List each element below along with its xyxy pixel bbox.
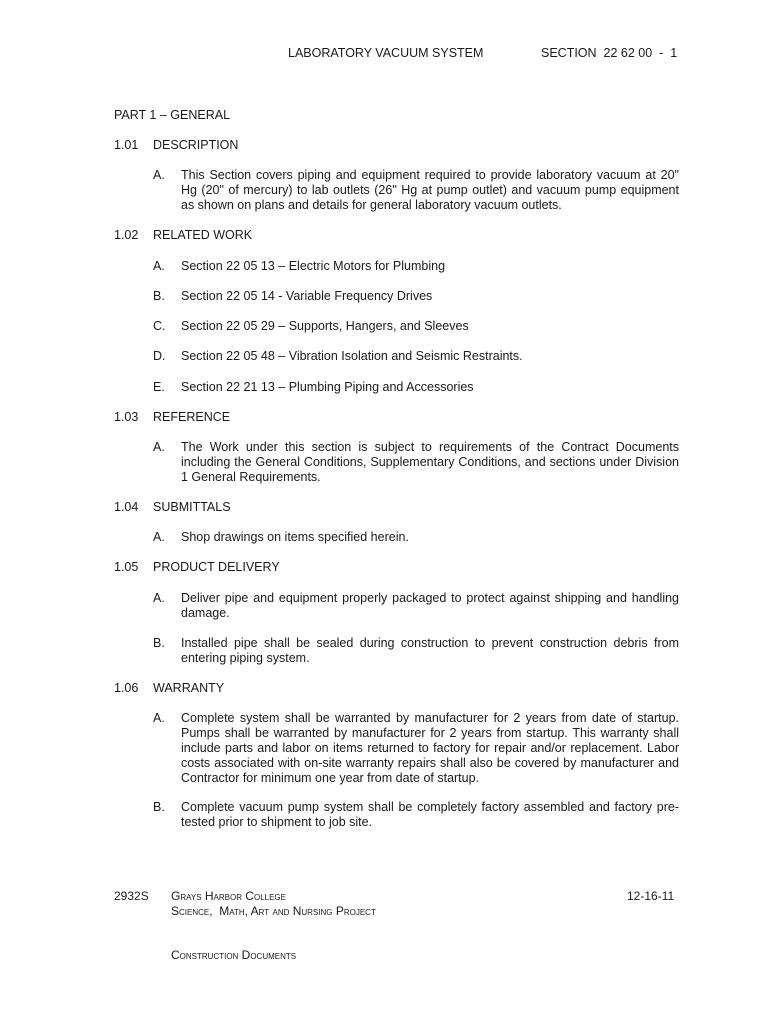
footer-project-code: 2932S (114, 889, 149, 903)
item-text: Section 22 05 13 – Electric Motors for Plumbing (181, 259, 446, 273)
item-text: Section 22 05 29 – Supports, Hangers, and Sleeves (181, 319, 469, 333)
item-text: The Work under this section is subject to requirements of the Contract Documents including the General Conditions, Supplementary Conditions, and sections under Division 1 General Requirements. (181, 440, 679, 484)
item-letter: A. (153, 711, 165, 725)
section-title: SUBMITTALS (153, 500, 231, 514)
item-text: Section 22 05 48 – Vibration Isolation and Seismic Restraints. (181, 349, 523, 363)
section-title: REFERENCE (153, 410, 231, 424)
item-letter: A. (153, 591, 165, 605)
item-letter: A. (153, 259, 165, 273)
item-text: Shop drawings on items specified herein. (181, 530, 409, 544)
item-letter: C. (153, 319, 166, 333)
item-text: Deliver pipe and equipment properly packaged to protect against shipping and handling damage. (181, 591, 679, 620)
section-number: 1.05 (114, 560, 139, 574)
item-text: This Section covers piping and equipment required to provide laboratory vacuum at 20" Hg (20" of mercury) to lab outlets (26" Hg at pump outlet) and vacuum pump equipment as shown on plans and details for general laboratory vacuum outlets. (181, 168, 679, 212)
item-letter: B. (153, 636, 165, 650)
section-number: 1.04 (114, 500, 139, 514)
item-text: Complete vacuum pump system shall be completely factory assembled and factory pre-tested prior to shipment to job site. (181, 800, 679, 829)
item-letter: B. (153, 800, 165, 814)
item-letter: A. (153, 530, 165, 544)
item-letter: A. (153, 168, 165, 182)
section-title: PRODUCT DELIVERY (153, 560, 280, 574)
header-section-number: SECTION 22 62 00 - 1 (541, 46, 678, 60)
section-title: DESCRIPTION (153, 138, 239, 152)
item-text: Installed pipe shall be sealed during construction to prevent construction debris from entering piping system. (181, 636, 679, 665)
item-letter: D. (153, 349, 166, 363)
section-number: 1.03 (114, 410, 139, 424)
footer-document-type: Construction Documents (171, 948, 297, 962)
item-letter: A. (153, 440, 165, 454)
section-number: 1.01 (114, 138, 139, 152)
item-letter: E. (153, 380, 165, 394)
footer-date: 12-16-11 (627, 889, 675, 903)
item-text: Section 22 21 13 – Plumbing Piping and Accessories (181, 380, 474, 394)
item-text: Section 22 05 14 - Variable Frequency Drives (181, 289, 433, 303)
item-text: Complete system shall be warranted by manufacturer for 2 years from date of startup. Pumps shall be warranted by manufacturer for 2 years from startup. This warranty shall include parts and labor on items returned to factory for repair and/or replacement. Labor costs associated with on-site warranty repairs shall also be covered by manufacturer and Contractor for minimum one year from date of startup. (181, 711, 679, 785)
part-heading: PART 1 – GENERAL (114, 108, 231, 122)
header-title: LABORATORY VACUUM SYSTEM (288, 46, 484, 60)
section-number: 1.06 (114, 681, 139, 695)
footer-college-name: Grays Harbor College (171, 889, 286, 903)
footer-project-name: Science, Math, Art and Nursing Project (171, 904, 376, 918)
section-number: 1.02 (114, 228, 139, 242)
item-letter: B. (153, 289, 165, 303)
section-title: WARRANTY (153, 681, 225, 695)
section-title: RELATED WORK (153, 228, 253, 242)
